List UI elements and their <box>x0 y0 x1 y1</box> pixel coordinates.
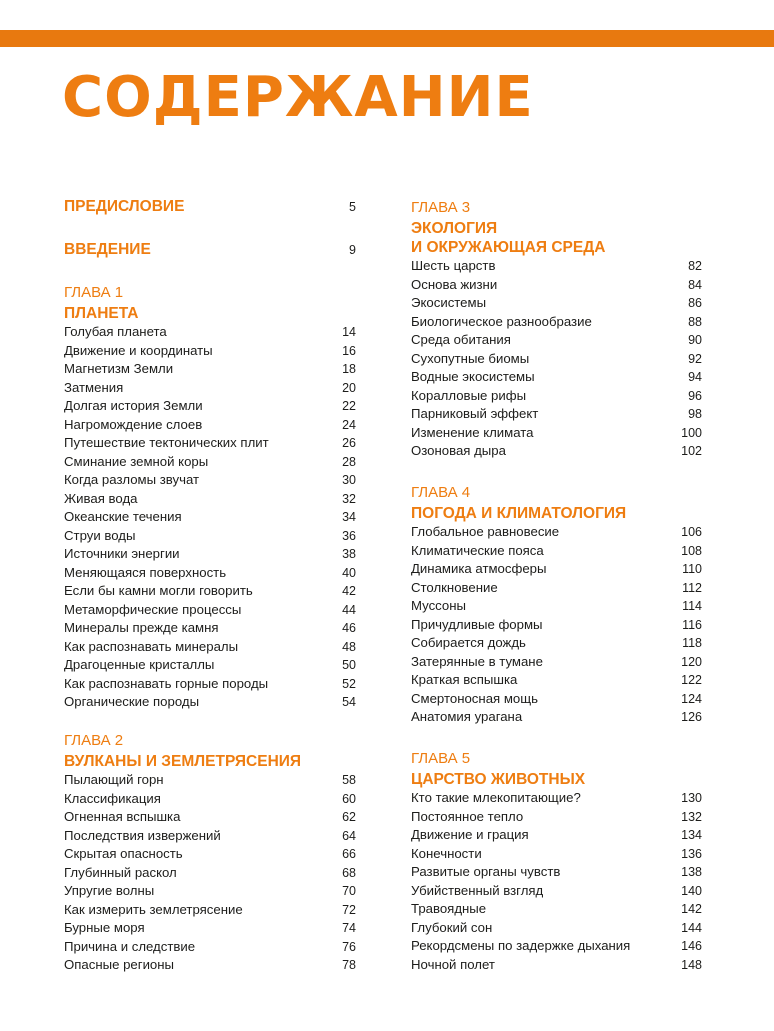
entry-page: 102 <box>681 444 702 458</box>
entry-page: 18 <box>342 362 356 376</box>
entry-page: 50 <box>342 658 356 672</box>
chapter-title <box>64 304 356 323</box>
entry-title: Анатомия урагана <box>411 709 523 724</box>
entry-title: Смертоносная мощь <box>411 690 538 706</box>
entry-title: Экосистемы <box>411 295 487 310</box>
toc-entry[interactable] <box>64 453 356 472</box>
entry-title: Затмения <box>64 379 124 395</box>
entry-title: Бурные моря <box>64 920 145 935</box>
entry-page: 82 <box>688 259 702 273</box>
entry-page: 98 <box>688 407 702 421</box>
toc-entry[interactable] <box>411 845 702 864</box>
entry-page: 134 <box>681 828 702 842</box>
chapter-label: ГЛАВА 5 <box>411 750 471 767</box>
toc-entry[interactable] <box>64 545 356 564</box>
entry-page: 100 <box>681 425 702 440</box>
chapter-entries <box>411 257 702 461</box>
entry-page: 36 <box>342 528 356 543</box>
entry-title: Голубая планета <box>64 324 167 339</box>
entry-page: 122 <box>681 673 702 687</box>
chapter-title <box>411 219 702 257</box>
entry-page: 20 <box>342 380 356 395</box>
entry-title: Изменение климата <box>411 424 534 440</box>
chapter-title <box>411 770 702 789</box>
entry-page: 64 <box>342 828 356 843</box>
entry-page: 28 <box>342 454 356 469</box>
entry-page: 112 <box>682 580 702 595</box>
entry-page: 132 <box>681 809 702 824</box>
entry-title: Водные экосистемы <box>411 369 535 384</box>
entry-page: 146 <box>681 939 702 953</box>
entry-page: 120 <box>681 654 702 669</box>
toc-entry[interactable] <box>411 368 702 387</box>
entry-title: Путешествие тектонических плит <box>64 435 269 450</box>
toc-entry[interactable] <box>64 675 356 694</box>
entry-title: Кто такие млекопитающие? <box>411 790 581 805</box>
toc-entry[interactable] <box>64 882 356 901</box>
chapter-5 <box>411 749 702 974</box>
entry-page: 90 <box>688 333 702 347</box>
entry-title: Метаморфические процессы <box>64 601 242 617</box>
chapter-entries <box>64 771 356 975</box>
entry-page: 62 <box>342 810 356 824</box>
entry-title: Убийственный взгляд <box>411 882 544 898</box>
entry-title: Драгоценные кристаллы <box>64 657 215 672</box>
toc-entry[interactable] <box>411 313 702 332</box>
entry-title: Климатические пояса <box>411 542 544 558</box>
chapter-2 <box>64 731 356 975</box>
entry-title: Шесть царств <box>411 258 496 273</box>
entry-title: Упругие волны <box>64 883 155 898</box>
entry-title: Коралловые рифы <box>411 387 527 403</box>
toc-entry[interactable] <box>64 638 356 657</box>
chapter-1 <box>64 283 356 712</box>
toc-entry[interactable] <box>64 938 356 957</box>
toc-entry[interactable] <box>411 405 702 424</box>
entry-page: 60 <box>342 791 356 806</box>
entry-page: 16 <box>342 343 356 358</box>
toc-entry[interactable] <box>411 826 702 845</box>
entry-title: Развитые органы чувств <box>411 864 561 879</box>
entry-title: Сухопутные биомы <box>411 350 530 366</box>
entry-page: 148 <box>681 957 702 972</box>
entry-page: 38 <box>342 547 356 561</box>
toc-entry[interactable] <box>64 901 356 920</box>
toc-entry[interactable] <box>411 956 702 975</box>
entry-title: Органические породы <box>64 694 200 709</box>
entry-page: 142 <box>681 902 702 916</box>
entry-title: Долгая история Земли <box>64 398 203 413</box>
entry-page: 68 <box>342 865 356 880</box>
entry-title: Океанские течения <box>64 509 182 524</box>
entry-page: 140 <box>681 883 702 898</box>
entry-page: 76 <box>342 939 356 954</box>
toc-entry[interactable] <box>64 619 356 638</box>
entry-page: 118 <box>682 636 702 650</box>
toc-entry[interactable] <box>411 616 702 635</box>
entry-title: Сминание земной коры <box>64 453 209 469</box>
entry-title: Как распознавать горные породы <box>64 675 269 691</box>
entry-page: 70 <box>342 884 356 898</box>
entry-page: 24 <box>342 417 356 432</box>
toc-entry[interactable] <box>64 508 356 527</box>
entry-title: Основа жизни <box>411 276 498 292</box>
entry-title: Затерянные в тумане <box>411 653 543 669</box>
page-title: СОДЕРЖАНИЕ <box>62 65 534 130</box>
toc-entry[interactable] <box>411 387 702 406</box>
chapter-label: ГЛАВА 2 <box>64 732 124 749</box>
toc-entry[interactable] <box>64 323 356 342</box>
entry-page: 116 <box>682 617 702 632</box>
entry-title: Глобальное равновесие <box>411 524 560 539</box>
entry-page: 58 <box>342 773 356 787</box>
toc-entry[interactable] <box>411 560 702 579</box>
toc-entry[interactable] <box>411 919 702 938</box>
toc-preface[interactable] <box>64 198 356 216</box>
entry-page: 92 <box>688 351 702 366</box>
toc-entry[interactable] <box>411 634 702 653</box>
entry-page: 108 <box>681 543 702 558</box>
toc-entry[interactable] <box>411 331 702 350</box>
entry-page: 78 <box>342 958 356 972</box>
toc-entry[interactable] <box>64 827 356 846</box>
entry-title: Парниковый эффект <box>411 406 539 421</box>
toc-introduction[interactable] <box>64 241 356 259</box>
entry-title: Опасные регионы <box>64 957 175 972</box>
toc-entry[interactable] <box>64 379 356 398</box>
toc-entry[interactable] <box>64 693 356 712</box>
toc-entry[interactable] <box>64 771 356 790</box>
entry-page: 86 <box>688 296 702 310</box>
preface-title: ПРЕДИСЛОВИЕ <box>64 198 185 215</box>
toc-entry[interactable] <box>64 808 356 827</box>
entry-page: 74 <box>342 921 356 935</box>
chapter-label: ГЛАВА 4 <box>411 484 471 501</box>
entry-title: Огненная вспышка <box>64 809 181 824</box>
entry-page: 40 <box>342 565 356 580</box>
toc-entry[interactable] <box>411 671 702 690</box>
toc-entry[interactable] <box>411 542 702 561</box>
entry-title: Как распознавать минералы <box>64 638 239 654</box>
entry-page: 54 <box>342 695 356 709</box>
entry-page: 84 <box>688 277 702 292</box>
entry-title: Движение и грация <box>411 827 529 842</box>
chapter-3 <box>411 198 702 461</box>
entry-title: Магнетизм Земли <box>64 361 174 376</box>
entry-title: Причудливые формы <box>411 616 543 632</box>
chapter-entries <box>411 789 702 974</box>
entry-page: 48 <box>342 639 356 654</box>
toc-entry[interactable] <box>411 350 702 369</box>
toc-entry[interactable] <box>64 360 356 379</box>
toc-entry[interactable] <box>64 919 356 938</box>
entry-title: Динамика атмосферы <box>411 561 547 576</box>
entry-title: Минералы прежде камня <box>64 620 219 635</box>
toc-entry[interactable] <box>64 656 356 675</box>
entry-page: 144 <box>681 920 702 935</box>
entry-title: Краткая вспышка <box>411 672 518 687</box>
entry-title: Движение и координаты <box>64 342 213 358</box>
chapter-title <box>411 504 702 523</box>
entry-page: 42 <box>342 584 356 598</box>
entry-title: Пылающий горн <box>64 772 164 787</box>
toc-entry[interactable] <box>411 789 702 808</box>
entry-title: Последствия извержений <box>64 827 221 843</box>
entry-title: Конечности <box>411 845 482 861</box>
toc-entry[interactable] <box>64 790 356 809</box>
toc-entry[interactable] <box>64 956 356 975</box>
toc-entry[interactable] <box>411 294 702 313</box>
entry-title: Собирается дождь <box>411 635 526 650</box>
toc-entry[interactable] <box>64 845 356 864</box>
chapter-label: ГЛАВА 3 <box>411 199 471 216</box>
introduction-title: ВВЕДЕНИЕ <box>64 241 151 258</box>
toc-entry[interactable] <box>64 416 356 435</box>
entry-page: 14 <box>342 325 356 339</box>
toc-entry[interactable] <box>64 397 356 416</box>
entry-title: Постоянное тепло <box>411 808 524 824</box>
entry-title: Классификация <box>64 790 161 806</box>
entry-page: 52 <box>342 676 356 691</box>
chapter-title-line: И ОКРУЖАЮЩАЯ СРЕДА <box>411 239 606 256</box>
entry-title: Травоядные <box>411 901 487 916</box>
toc-entry[interactable] <box>411 808 702 827</box>
entry-title: Живая вода <box>64 490 138 506</box>
entry-title: Глубинный раскол <box>64 864 177 880</box>
toc-entry[interactable] <box>411 863 702 882</box>
entry-title: Источники энергии <box>64 546 180 561</box>
chapter-entries <box>411 523 702 727</box>
entry-page: 138 <box>681 865 702 879</box>
toc-entry[interactable] <box>411 900 702 919</box>
toc-entry[interactable] <box>411 523 702 542</box>
entry-title: Муссоны <box>411 598 467 613</box>
chapter-title-line: ПЛАНЕТА <box>64 305 139 322</box>
toc-entry[interactable] <box>411 597 702 616</box>
toc-entry[interactable] <box>411 276 702 295</box>
chapter-title-line: ЦАРСТВО ЖИВОТНЫХ <box>411 771 586 788</box>
toc-entry[interactable] <box>64 601 356 620</box>
entry-page: 130 <box>681 791 702 805</box>
entry-title: Причина и следствие <box>64 938 196 954</box>
top-accent-bar <box>0 30 774 47</box>
entry-page: 22 <box>342 399 356 413</box>
entry-title: Струи воды <box>64 527 136 543</box>
chapter-entries <box>64 323 356 712</box>
entry-page: 34 <box>342 510 356 524</box>
toc-entry[interactable] <box>64 864 356 883</box>
toc-entry[interactable] <box>411 937 702 956</box>
toc-entry[interactable] <box>64 490 356 509</box>
chapter-4 <box>411 483 702 727</box>
toc-entry[interactable] <box>411 579 702 598</box>
entry-title: Нагромождение слоев <box>64 416 203 432</box>
entry-title: Среда обитания <box>411 332 511 347</box>
toc-entry[interactable] <box>411 653 702 672</box>
preface-page: 5 <box>349 200 356 214</box>
entry-title: Меняющаяся поверхность <box>64 564 227 580</box>
entry-title: Глубокий сон <box>411 919 493 935</box>
chapter-title-line: ВУЛКАНЫ И ЗЕМЛЕТРЯСЕНИЯ <box>64 753 302 770</box>
chapter-title-line: ПОГОДА И КЛИМАТОЛОГИЯ <box>411 505 627 522</box>
entry-title: Биологическое разнообразие <box>411 313 592 329</box>
toc-entry[interactable] <box>64 527 356 546</box>
entry-page: 32 <box>342 491 356 506</box>
entry-page: 44 <box>342 602 356 617</box>
entry-page: 114 <box>682 599 702 613</box>
toc-entry[interactable] <box>64 342 356 361</box>
toc-entry[interactable] <box>411 424 702 443</box>
toc-entry[interactable] <box>411 708 702 727</box>
entry-page: 106 <box>681 525 702 539</box>
entry-page: 72 <box>342 902 356 917</box>
entry-page: 124 <box>681 691 702 706</box>
chapter-title <box>64 752 356 771</box>
entry-title: Скрытая опасность <box>64 846 183 861</box>
toc-entry[interactable] <box>411 882 702 901</box>
entry-page: 26 <box>342 436 356 450</box>
toc-entry[interactable] <box>64 582 356 601</box>
entry-page: 94 <box>688 370 702 384</box>
entry-title: Когда разломы звучат <box>64 472 200 487</box>
entry-title: Если бы камни могли говорить <box>64 583 253 598</box>
toc-entry[interactable] <box>64 564 356 583</box>
chapter-label: ГЛАВА 1 <box>64 284 124 301</box>
entry-page: 66 <box>342 847 356 861</box>
toc-entry[interactable] <box>64 434 356 453</box>
entry-page: 136 <box>681 846 702 861</box>
entry-page: 96 <box>688 388 702 403</box>
entry-title: Озоновая дыра <box>411 443 506 458</box>
entry-page: 30 <box>342 473 356 487</box>
entry-title: Как измерить землетрясение <box>64 901 243 917</box>
entry-page: 46 <box>342 621 356 635</box>
toc-entry[interactable] <box>411 257 702 276</box>
entry-page: 126 <box>681 710 702 724</box>
entry-title: Ночной полет <box>411 956 495 972</box>
introduction-page: 9 <box>349 243 356 257</box>
toc-entry[interactable] <box>411 690 702 709</box>
toc-entry[interactable] <box>64 471 356 490</box>
entry-title: Столкновение <box>411 579 498 595</box>
chapter-title-line: ЭКОЛОГИЯ <box>411 220 498 237</box>
toc-entry[interactable] <box>411 442 702 461</box>
entry-page: 88 <box>688 314 702 329</box>
entry-title: Рекордсмены по задержке дыхания <box>411 938 631 953</box>
entry-page: 110 <box>682 562 702 576</box>
